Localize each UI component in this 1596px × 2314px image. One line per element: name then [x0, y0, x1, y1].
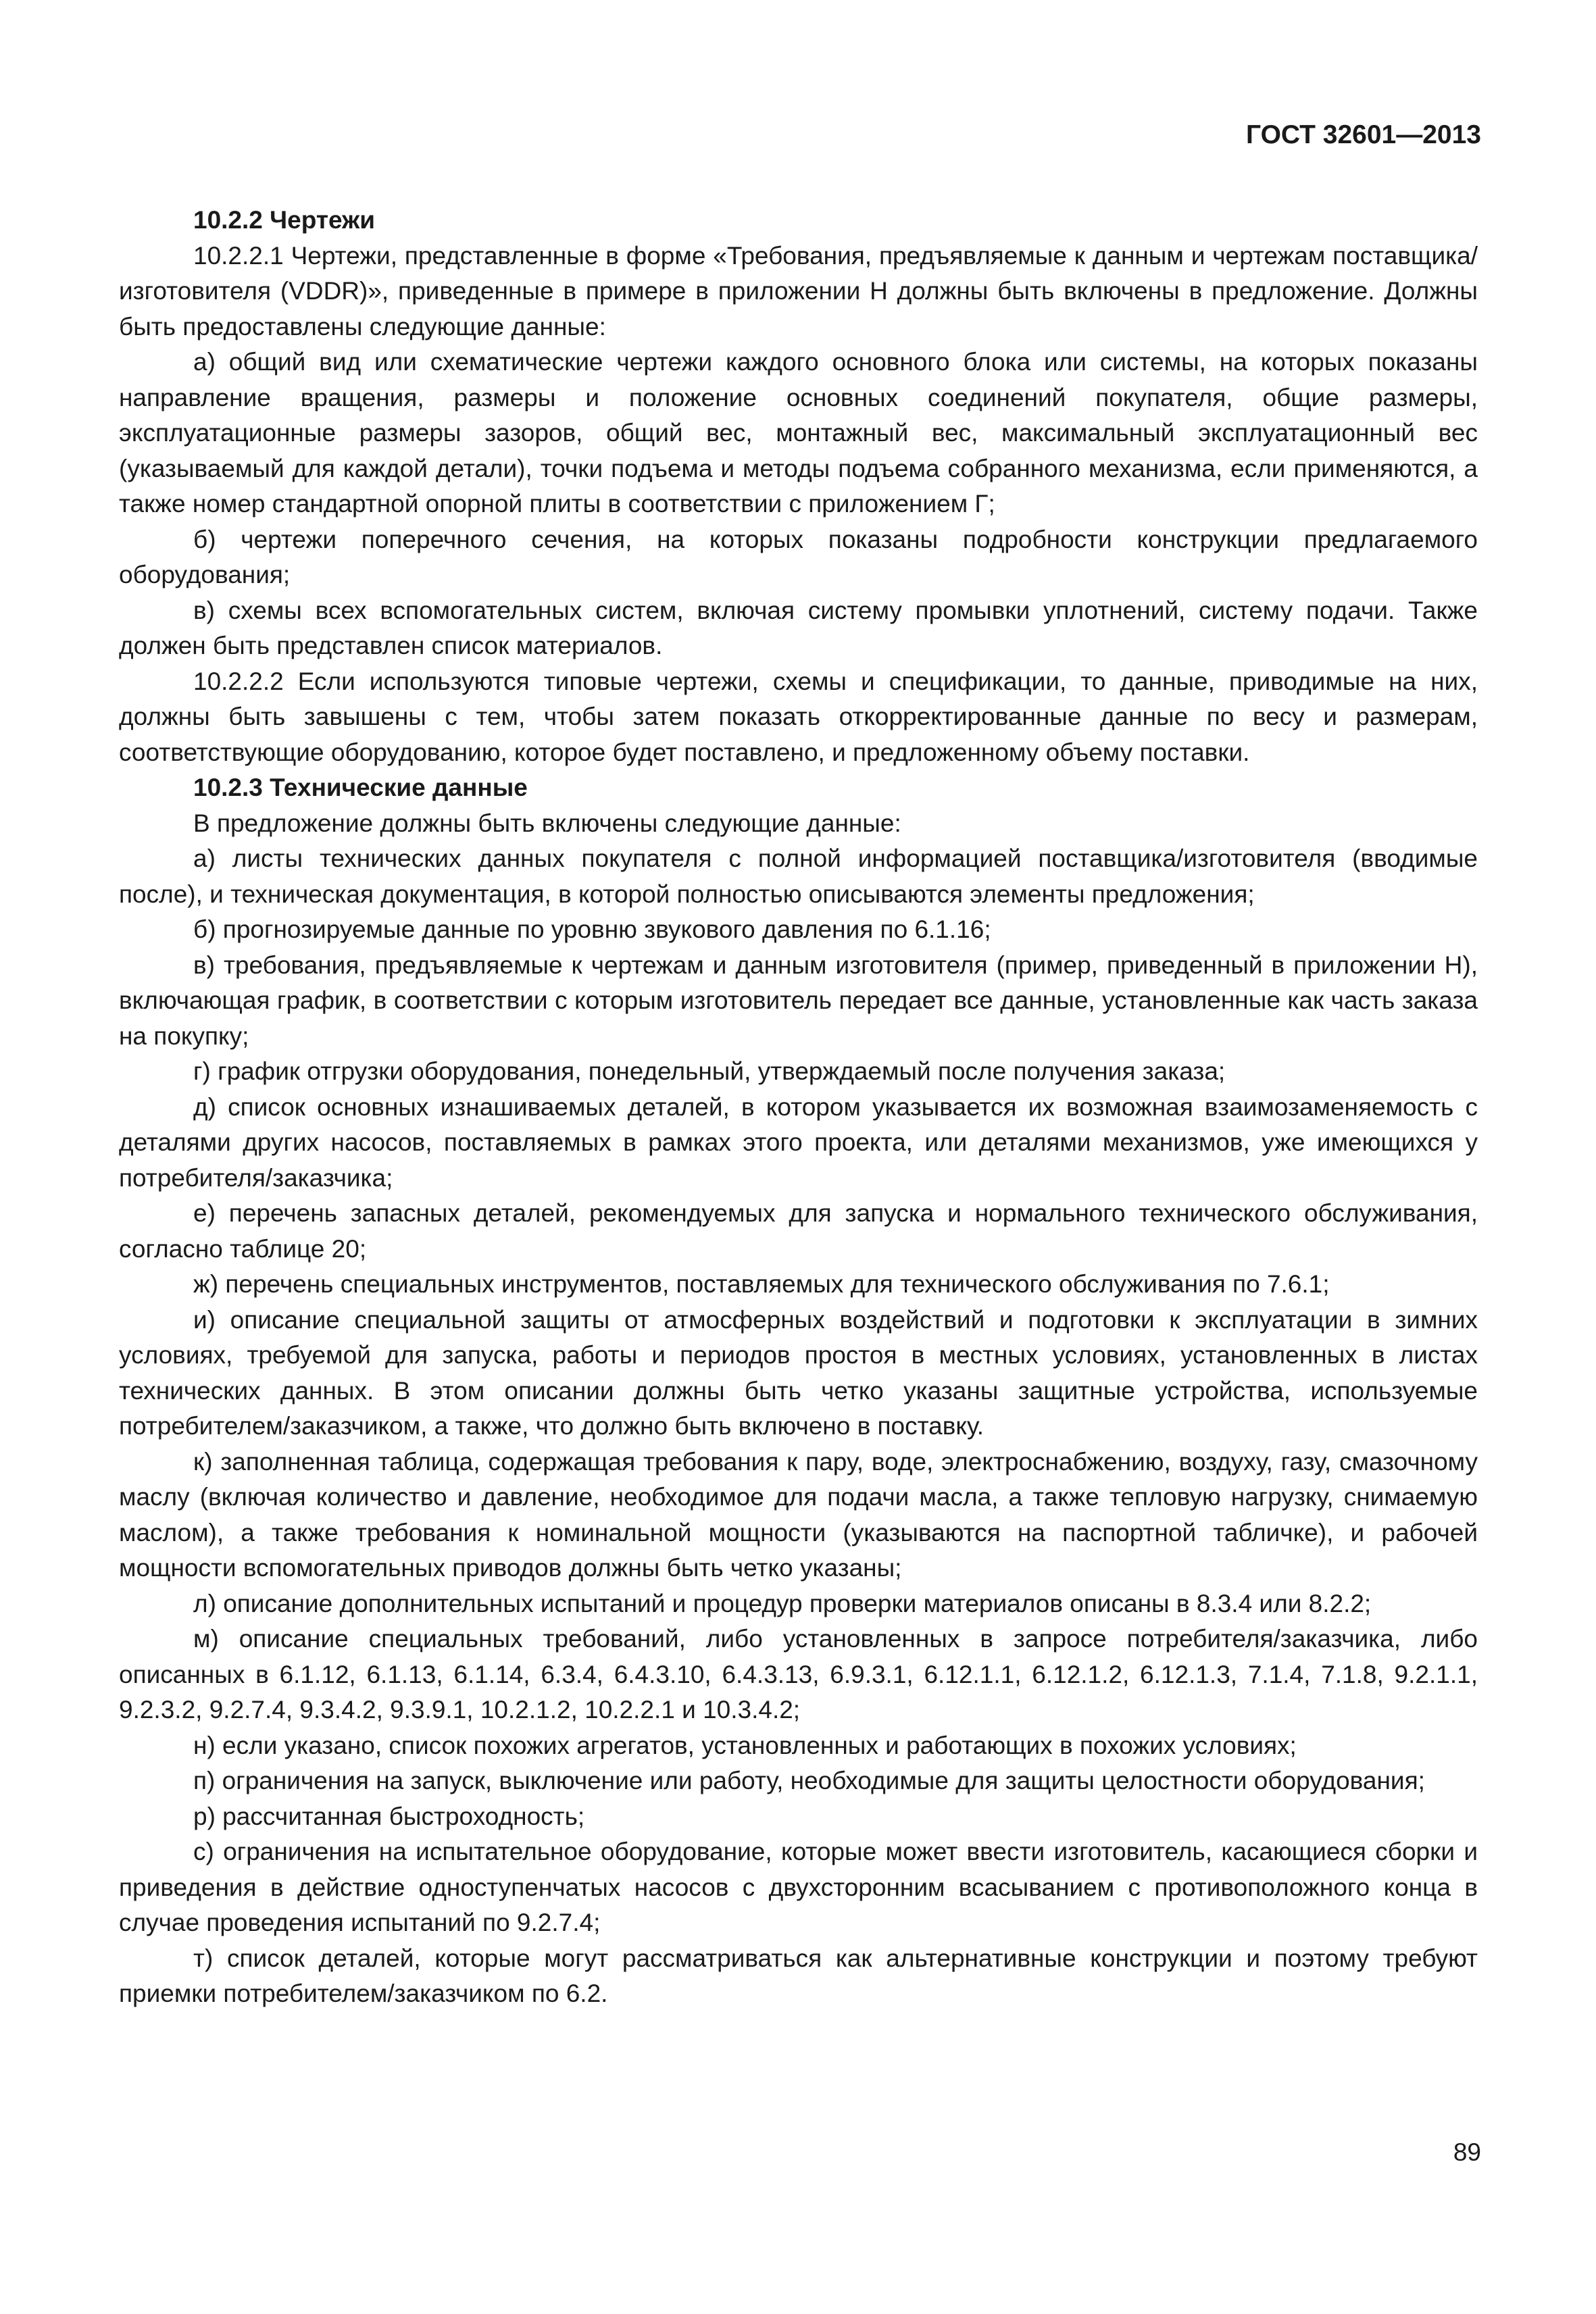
section-heading-technical-data: 10.2.3 Технические данные [193, 774, 528, 801]
list-item-e: е) перечень запасных деталей, рекомендуемых для запуска и нормального технического обслуживания, согласно таблице 20; [119, 1199, 1478, 1263]
list-item-v: в) требования, предъявляемые к чертежам и данным изготовителя (пример, приведенный в приложении Н), включающая график, в соответствии с которым изготовитель передает все данные, установленные как часть заказа на покупку; [119, 951, 1478, 1050]
list-item-t: т) список деталей, которые могут рассматриваться как альтернативные конструкции и поэтому требуют приемки потребителем/заказчиком по 6.2. [119, 1944, 1478, 2007]
list-item-a-drawings: а) общий вид или схематические чертежи каждого основного блока или системы, на которых показаны направление вращения, размеры и положение основных соединений покупателя, общие размеры, эксплуатационные размеры зазоров, общий вес, монтажный вес, максимальный эксплуатационный вес (указываемый для каждой детали), точки подъема и методы подъема собранного механизма, если применяются, а также номер стандартной опорной плиты в соответствии с приложением Г; [119, 348, 1478, 518]
paragraph-10-2-2-2: 10.2.2.2 Если используются типовые чертежи, схемы и спецификации, то данные, приводимые на них, должны быть завышены с тем, чтобы затем показать откорректированные данные по весу и размерам, соответствующие оборудованию, которое будет поставлено, и предложенному объему поставки. [119, 667, 1478, 766]
page-number: 89 [1453, 2138, 1481, 2166]
list-item-m: м) описание специальных требований, либо установленных в запросе потребителя/заказчика, либо описанных в 6.1.12, 6.1.13, 6.1.14, 6.3.4, 6.4.3.10, 6.4.3.13, 6.9.3.1, 6.12.1.1, 6.12.1.2, 6.12.1.3, 7.1.4, 7.1.8, 9.2.1.1, 9.2.3.2, 9.2.7.4, 9.3.4.2, 9.3.9.1, 10.2.1.2, 10.2.2.1 и 10.3.4.2; [119, 1625, 1478, 1724]
list-item-l: л) описание дополнительных испытаний и процедур проверки материалов описаны в 8.3.4 или 8.2.2; [193, 1589, 1372, 1617]
list-item-b-drawings: б) чертежи поперечного сечения, на которых показаны подробности конструкции предлагаемого оборудования; [119, 525, 1478, 588]
section-heading-drawings: 10.2.2 Чертежи [193, 206, 376, 234]
list-item-r: р) рассчитанная быстроходность; [193, 1802, 585, 1830]
list-item-k: к) заполненная таблица, содержащая требования к пару, воде, электроснабжению, воздуху, газу, смазочному маслу (включая количество и давление, необходимое для подачи масла, а также тепловую нагрузку, снимаемую маслом), а также требования к номинальной мощности (указываются на паспортной табличке), и рабочей мощности вспомогательных приводов должны быть четко указаны; [119, 1447, 1478, 1582]
document-body [119, 203, 1478, 2012]
list-item-g: г) график отгрузки оборудования, понедельный, утверждаемый после получения заказа; [193, 1057, 1226, 1085]
document-code-header: ГОСТ 32601—2013 [1246, 120, 1481, 149]
list-item-zh: ж) перечень специальных инструментов, поставляемых для технического обслуживания по 7.6.1; [193, 1270, 1330, 1298]
paragraph-intro: В предложение должны быть включены следующие данные: [193, 809, 901, 837]
list-item-n: н) если указано, список похожих агрегатов, установленных и работающих в похожих условиях; [193, 1731, 1297, 1759]
list-item-v-drawings: в) схемы всех вспомогательных систем, включая систему промывки уплотнений, систему подачи. Также должен быть представлен список материалов. [119, 596, 1478, 659]
paragraph-10-2-2-1: 10.2.2.1 Чертежи, представленные в форме «Требования, предъявляемые к данным и чертежам поставщика/изготовителя (VDDR)», приведенные в примере в приложении Н должны быть включены в предложение. Должны быть предоставлены следующие данные: [119, 241, 1478, 341]
list-item-p: п) ограничения на запуск, выключение или работу, необходимые для защиты целостности оборудования; [193, 1767, 1425, 1794]
list-item-a: а) листы технических данных покупателя с полной информацией поставщика/изготовителя (вводимые после), и техническая документация, в которой полностью описываются элементы предложения; [119, 845, 1478, 908]
list-item-s: с) ограничения на испытательное оборудование, которые может ввести изготовитель, касающиеся сборки и приведения в действие одноступенчатых насосов с двухсторонним всасыванием с противоположного конца в случае проведения испытаний по 9.2.7.4; [119, 1838, 1478, 1936]
list-item-d: д) список основных изнашиваемых деталей, в котором указывается их возможная взаимозаменяемость с деталями других насосов, поставляемых в рамках этого проекта, или деталями механизмов, уже имеющихся у потребителя/заказчика; [119, 1092, 1478, 1192]
list-item-b: б) прогнозируемые данные по уровню звукового давления по 6.1.16; [193, 915, 991, 943]
list-item-i: и) описание специальной защиты от атмосферных воздействий и подготовки к эксплуатации в зимних условиях, требуемой для запуска, работы и периодов простоя в местных условиях, установленных в листах технических данных. В этом описании должны быть четко указаны защитные устройства, используемые потребителем/заказчиком, а также, что должно быть включено в поставку. [119, 1305, 1478, 1440]
